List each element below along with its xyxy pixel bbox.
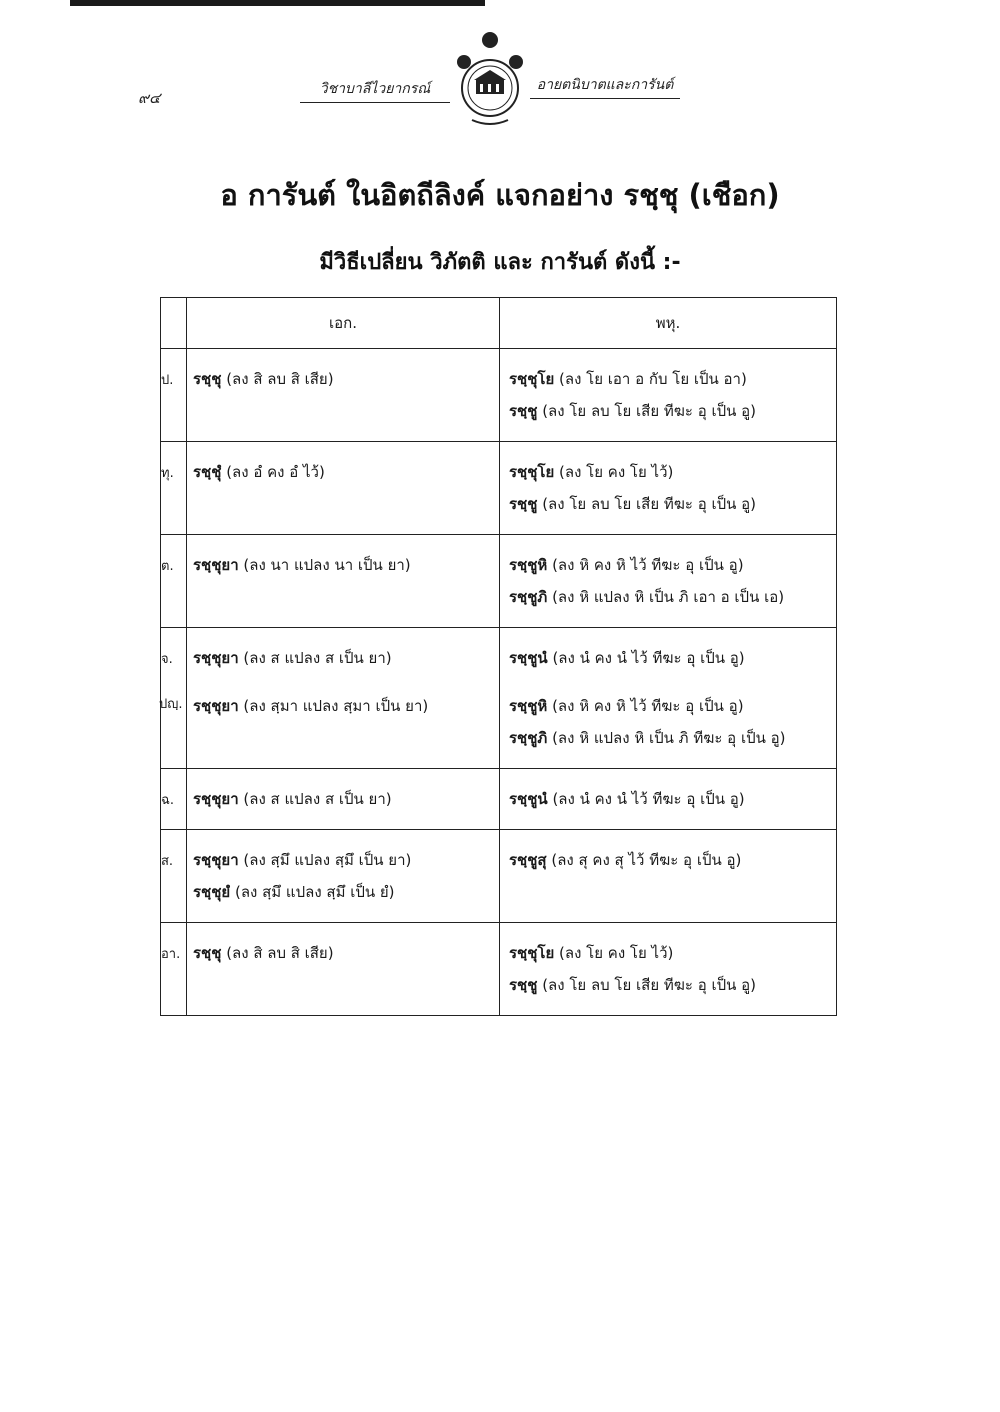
- rule-note: (ลง สิ ลบ สิ เสีย): [221, 370, 334, 388]
- plural-entry: [500, 937, 836, 969]
- header-right-title: อายตนิบาตและการันต์: [530, 74, 680, 99]
- plural-entry: [500, 395, 836, 427]
- case-cell: [161, 769, 187, 830]
- rule-note: (ลง สฺมึ แปลง สฺมึ เป็น ยา): [238, 851, 412, 869]
- declined-form: รชฺชูหิ: [509, 556, 548, 574]
- table-row: [161, 349, 837, 442]
- plural-cell: [500, 442, 837, 535]
- declined-form: รชฺชูสุ: [509, 851, 547, 869]
- singular-cell: [187, 349, 500, 442]
- declined-form: รชฺชุ: [193, 944, 222, 962]
- rule-note: (ลง โย ลบ โย เสีย ทีฆะ อุ เป็น อู): [537, 976, 757, 994]
- plural-entry: [500, 783, 836, 815]
- declined-form: รชฺชุยา: [193, 556, 239, 574]
- rule-note: (ลง โย คง โย ไว้): [554, 944, 674, 962]
- singular-entry: [187, 937, 499, 969]
- page-number: ๙๔: [138, 89, 161, 107]
- singular-cell: [187, 442, 500, 535]
- plural-entry: [500, 488, 836, 520]
- rule-note: (ลง โย ลบ โย เสีย ทีฆะ อุ เป็น อู): [537, 402, 757, 420]
- singular-entry: [187, 876, 499, 908]
- declined-form: รชฺชุํ: [193, 463, 222, 481]
- cell-bottom-padding: [500, 1001, 836, 1015]
- rule-note: (ลง อํ คง อํ ไว้): [221, 463, 325, 481]
- case-cell: [161, 628, 187, 769]
- declined-form: รชฺชูนํ: [509, 649, 548, 667]
- case-header-cell: [161, 298, 187, 349]
- case-label: จ.: [161, 652, 173, 667]
- table-body: [161, 349, 837, 1016]
- cell-bottom-padding: [187, 969, 499, 983]
- case-cell: [161, 349, 187, 442]
- plural-cell: [500, 535, 837, 628]
- top-edge-bar: [70, 0, 485, 6]
- singular-entry: [187, 363, 499, 395]
- case-cell: [161, 923, 187, 1016]
- institution-emblem-icon: [444, 32, 534, 132]
- declined-form: รชฺชูหิ: [509, 697, 548, 715]
- singular-cell: [187, 769, 500, 830]
- rule-note: (ลง สฺมา แปลง สฺมา เป็น ยา): [238, 697, 429, 715]
- singular-entry: [187, 549, 499, 581]
- declined-form: รชฺชุโย: [509, 944, 555, 962]
- rule-note: (ลง หิ แปลง หิ เป็น ภิ เอา อ เป็น เอ): [547, 588, 785, 606]
- plural-entry: [500, 549, 836, 581]
- case-label-gap: [161, 669, 186, 693]
- table-row: [161, 830, 837, 923]
- table-row: [161, 535, 837, 628]
- singular-header: เอก.: [187, 298, 500, 349]
- declined-form: รชฺชุ: [193, 370, 222, 388]
- singular-cell: [187, 535, 500, 628]
- plural-cell: [500, 923, 837, 1016]
- plural-entry: [500, 642, 836, 674]
- cell-bottom-padding: [500, 876, 836, 890]
- singular-entry: [187, 783, 499, 815]
- plural-header: พหุ.: [500, 298, 837, 349]
- declined-form: รชฺชุยา: [193, 851, 239, 869]
- cell-bottom-padding: [187, 815, 499, 829]
- singular-entry: [187, 690, 499, 722]
- declined-form: รชฺชู: [509, 402, 538, 420]
- singular-cell: [187, 628, 500, 769]
- plural-entry: [500, 456, 836, 488]
- declined-form: รชฺชู: [509, 976, 538, 994]
- declined-form: รชฺชูภิ: [509, 588, 548, 606]
- case-cell: [161, 535, 187, 628]
- cell-bottom-padding: [187, 581, 499, 595]
- singular-cell: [187, 830, 500, 923]
- singular-entry: [187, 456, 499, 488]
- page-subtitle: มีวิธีเปลี่ยน วิภัตติ และ การันต์ ดังนี้ :-: [319, 250, 681, 275]
- entry-gap: [187, 674, 499, 690]
- declined-form: รชฺชูภิ: [509, 729, 548, 747]
- rule-note: (ลง หิ แปลง หิ เป็น ภิ ทีฆะ อุ เป็น อู): [547, 729, 786, 747]
- declined-form: รชฺชูนํ: [509, 790, 548, 808]
- cell-bottom-padding: [500, 754, 836, 768]
- rule-note: (ลง โย คง โย ไว้): [554, 463, 674, 481]
- rule-note: (ลง สฺมึ แปลง สฺมึ เป็น ยํ): [230, 883, 395, 901]
- case-label: ป.: [161, 373, 174, 388]
- cell-bottom-padding: [500, 427, 836, 441]
- entry-gap: [500, 674, 836, 690]
- plural-entry: [500, 722, 836, 754]
- declined-form: รชฺชุโย: [509, 463, 555, 481]
- table-row: [161, 923, 837, 1016]
- declined-form: รชฺชุยา: [193, 649, 239, 667]
- rule-note: (ลง ส แปลง ส เป็น ยา): [238, 790, 392, 808]
- case-label: ทุ.: [161, 466, 174, 481]
- declined-form: รชฺชุโย: [509, 370, 555, 388]
- cell-bottom-padding: [500, 613, 836, 627]
- plural-cell: [500, 769, 837, 830]
- plural-cell: [500, 628, 837, 769]
- cell-bottom-padding: [500, 520, 836, 534]
- case-label: อา.: [161, 947, 181, 962]
- cell-bottom-padding: [187, 395, 499, 409]
- plural-entry: [500, 363, 836, 395]
- page-title: อ การันต์ ในอิตถีลิงค์ แจกอย่าง รชฺชุ (เชือก): [220, 178, 780, 212]
- rule-note: (ลง นา แปลง นา เป็น ยา): [238, 556, 411, 574]
- case-label: ต.: [161, 559, 174, 574]
- header-left-title: วิชาบาลีไวยากรณ์: [300, 78, 450, 103]
- table-row: [161, 628, 837, 769]
- rule-note: (ลง หิ คง หิ ไว้ ทีฆะ อุ เป็น อู): [547, 697, 744, 715]
- plural-entry: [500, 581, 836, 613]
- declined-form: รชฺชู: [509, 495, 538, 513]
- case-label: ฉ.: [161, 793, 174, 808]
- plural-entry: [500, 690, 836, 722]
- rule-note: (ลง สิ ลบ สิ เสีย): [221, 944, 334, 962]
- case-label-secondary: ปญฺ.: [159, 697, 183, 712]
- rule-note: (ลง นํ คง นํ ไว้ ทีฆะ อุ เป็น อู): [547, 649, 745, 667]
- rule-note: (ลง โย ลบ โย เสีย ทีฆะ อุ เป็น อู): [537, 495, 757, 513]
- declined-form: รชฺชุยา: [193, 697, 239, 715]
- table-row: [161, 442, 837, 535]
- declined-form: รชฺชุยา: [193, 790, 239, 808]
- cell-bottom-padding: [187, 722, 499, 736]
- table-row: [161, 769, 837, 830]
- singular-entry: [187, 844, 499, 876]
- rule-note: (ลง โย เอา อ กับ โย เป็น อา): [554, 370, 747, 388]
- rule-note: (ลง หิ คง หิ ไว้ ทีฆะ อุ เป็น อู): [547, 556, 744, 574]
- plural-entry: [500, 969, 836, 1001]
- rule-note: (ลง สุ คง สุ ไว้ ทีฆะ อุ เป็น อู): [546, 851, 742, 869]
- singular-entry: [187, 642, 499, 674]
- case-label: ส.: [161, 854, 174, 869]
- plural-cell: [500, 349, 837, 442]
- rule-note: (ลง ส แปลง ส เป็น ยา): [238, 649, 392, 667]
- case-cell: [161, 442, 187, 535]
- table-header-row: [161, 298, 837, 349]
- cell-bottom-padding: [187, 908, 499, 922]
- plural-cell: [500, 830, 837, 923]
- case-cell: [161, 830, 187, 923]
- cell-bottom-padding: [187, 488, 499, 502]
- rule-note: (ลง นํ คง นํ ไว้ ทีฆะ อุ เป็น อู): [547, 790, 745, 808]
- declined-form: รชฺชุยํ: [193, 883, 231, 901]
- singular-cell: [187, 923, 500, 1016]
- cell-bottom-padding: [500, 815, 836, 829]
- declension-table: [160, 297, 837, 1016]
- plural-entry: [500, 844, 836, 876]
